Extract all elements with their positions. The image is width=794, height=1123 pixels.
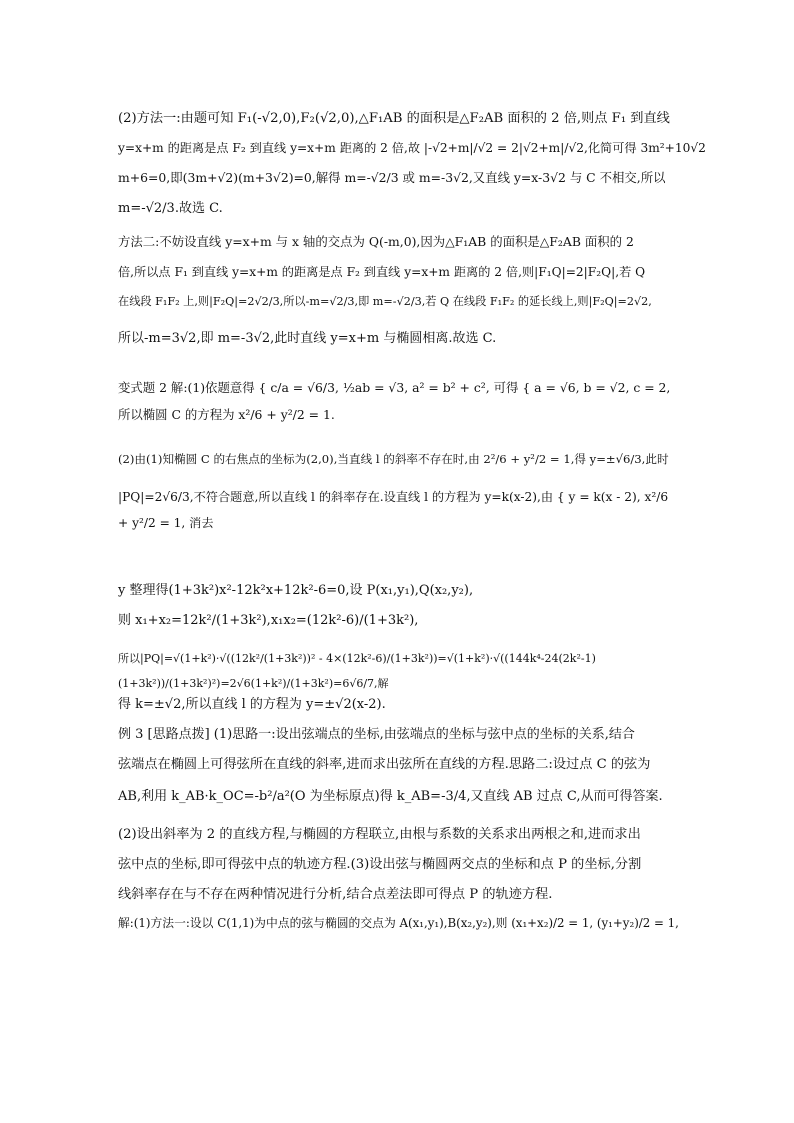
text-line: (2)方法一:由题可知 F₁(-√2,0),F₂(√2,0),△F₁AB 的面积是△F₂AB 面积的 2 倍,则点 F₁ 到直线: [118, 111, 670, 126]
text-line: 弦端点在椭圆上可得弦所在直线的斜率,进而求出弦所在直线的方程.思路二:设过点 C 的弦为: [118, 757, 651, 772]
text-line: m=-√2/3.故选 C.: [118, 201, 223, 216]
text-line: 得 k=±√2,所以直线 l 的方程为 y=±√2(x-2).: [118, 697, 386, 712]
text-line: AB,利用 k_AB·k_OC=-b²/a²(O 为坐标原点)得 k_AB=-3/4,又直线 AB 过点 C,从而可得答案.: [118, 789, 663, 804]
text-line: 方法二:不妨设直线 y=x+m 与 x 轴的交点为 Q(-m,0),因为△F₁AB 的面积是△F₂AB 面积的 2: [118, 234, 634, 249]
text-line: 变式题 2 解:(1)依题意得 { c/a = √6/3, ½ab = √3, a² = b² + c², 可得 { a = √6, b = √2, c = 2, 所以椭圆 C 的方程为 x²/6 + y²/2 = 1.: [118, 380, 671, 422]
text-line: 解:(1)方法一:设以 C(1,1)为中点的弦与椭圆的交点为 A(x₁,y₁),B(x₂,y₂),则 (x₁+x₂)/2 = 1, (y₁+y₂)/2 = 1,: [118, 916, 679, 930]
text-line: m+6=0,即(3m+√2)(m+3√2)=0,解得 m=-√2/3 或 m=-3√2,又直线 y=x-3√2 与 C 不相交,所以: [118, 170, 666, 185]
text-line: 所以|PQ|=√(1+k²)·√((12k²/(1+3k²))² - 4×(12k²-6)/(1+3k²))=√(1+k²)·√((144k⁴-24(2k²-1)(1+3k²))/(1+3k²)²)=2√6(1+k²)/(1+3k²)=6√6/7,解: [118, 652, 596, 690]
text-line: 例 3 [思路点拨] (1)思路一:设出弦端点的坐标,由弦端点的坐标与弦中点的坐标的关系,结合: [118, 727, 635, 742]
text-line: y=x+m 的距离是点 F₂ 到直线 y=x+m 距离的 2 倍,故 |-√2+m|/√2 = 2|√2+m|/√2,化简可得 3m²+10√2: [118, 141, 706, 155]
text-line: 在线段 F₁F₂ 上,则|F₂Q|=2√2/3,所以-m=√2/3,即 m=-√2/3,若 Q 在线段 F₁F₂ 的延长线上,则|F₂Q|=2√2,: [118, 295, 652, 308]
text-line: 弦中点的坐标,即可得弦中点的轨迹方程.(3)设出弦与椭圆两交点的坐标和点 P 的坐标,分割: [118, 857, 642, 872]
text-line: y 整理得(1+3k²)x²-12k²x+12k²-6=0,设 P(x₁,y₁),Q(x₂,y₂),: [118, 583, 474, 598]
text-line: 倍,所以点 F₁ 到直线 y=x+m 的距离是点 F₂ 到直线 y=x+m 距离的 2 倍,则|F₁Q|=2|F₂Q|,若 Q: [118, 265, 646, 279]
text-line: 所以-m=3√2,即 m=-3√2,此时直线 y=x+m 与椭圆相离.故选 C.: [118, 331, 497, 346]
text-line: |PQ|=2√6/3,不符合题意,所以直线 l 的斜率存在.设直线 l 的方程为 y=k(x-2),由 { y = k(x - 2), x²/6 + y²/2 = 1, 消去: [118, 490, 669, 530]
text-line: 则 x₁+x₂=12k²/(1+3k²),x₁x₂=(12k²-6)/(1+3k²),: [118, 613, 419, 628]
text-line: (2)由(1)知椭圆 C 的右焦点的坐标为(2,0),当直线 l 的斜率不存在时,由 2²/6 + y²/2 = 1,得 y=±√6/3,此时: [118, 452, 669, 466]
text-line: 线斜率存在与不存在两种情况进行分析,结合点差法即可得点 P 的轨迹方程.: [118, 887, 553, 902]
text-line: (2)设出斜率为 2 的直线方程,与椭圆的方程联立,由根与系数的关系求出两根之和,进而求出: [118, 827, 641, 842]
